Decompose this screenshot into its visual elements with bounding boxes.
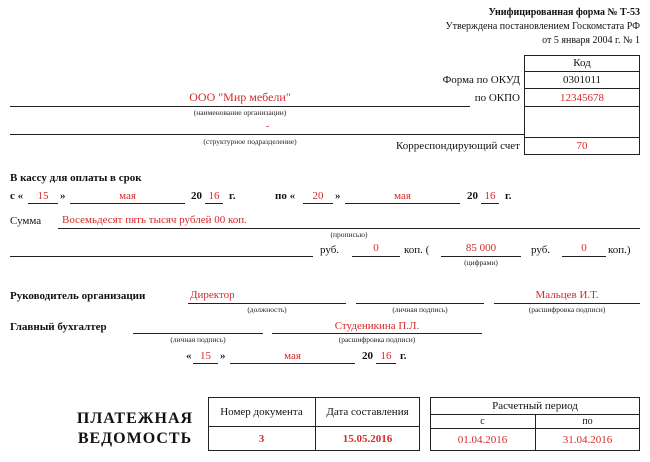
okpo-label: по ОКПО (474, 92, 520, 104)
okud-label: Форма по ОКУД (442, 74, 520, 86)
period-from: 01.04.2016 (457, 433, 508, 446)
sum-words: Восемьдесят пять тысяч рублей 00 коп. (62, 214, 247, 226)
kop2-value: 0 (581, 242, 587, 254)
date-year-prefix: 20 (362, 350, 373, 362)
from-prefix: с « (10, 190, 24, 202)
subdivision-caption: (структурное подразделение) (203, 137, 297, 146)
period-to-label: по (582, 415, 593, 427)
accountant-label: Главный бухгалтер (10, 321, 107, 333)
digits-value: 85 000 (465, 242, 497, 254)
to-year-prefix: 20 (467, 190, 478, 202)
period-to: 31.04.2016 (562, 433, 613, 446)
rub-value: 0 (373, 242, 379, 254)
date-year: 16 (380, 350, 392, 362)
to-year: 16 (484, 190, 496, 202)
date-close: » (220, 350, 226, 362)
rub2-label: руб. (531, 244, 551, 256)
organization-name: ООО "Мир мебели" (189, 90, 291, 104)
position-caption: (должность) (247, 305, 287, 314)
doc-number-label: Номер документа (220, 405, 303, 418)
date-day: 15 (200, 350, 211, 362)
doc-date: 15.05.2016 (342, 432, 393, 445)
head-position: Директор (190, 289, 235, 301)
digits-caption: (цифрами) (464, 258, 498, 267)
from-year: 16 (208, 190, 220, 202)
from-year-suffix: г. (229, 190, 236, 202)
from-close: » (60, 190, 66, 202)
to-day: 20 (312, 190, 324, 202)
accountant-sign-caption: (личная подпись) (170, 335, 226, 344)
date-prefix: « (186, 350, 192, 362)
head-name: Мальцев И.Т. (535, 289, 599, 301)
document-title-line1: ПЛАТЕЖНАЯ (76, 410, 194, 427)
organization-caption: (наименование организации) (193, 108, 287, 117)
kod-label: Код (573, 57, 591, 69)
payment-period-title: В кассу для оплаты в срок (10, 172, 142, 184)
document-title-line2: ВЕДОМОСТЬ (77, 430, 193, 447)
head-label: Руководитель организации (10, 290, 146, 302)
from-day: 15 (37, 190, 49, 202)
approved-date: от 5 января 2004 г. № 1 (542, 35, 640, 46)
kop-label: коп. ( (404, 244, 430, 256)
date-month: мая (284, 350, 301, 362)
to-year-suffix: г. (505, 190, 512, 202)
period-label: Расчетный период (492, 399, 578, 412)
sum-words-caption: (прописью) (330, 230, 368, 239)
signature-caption: (личная подпись) (392, 305, 448, 314)
rub-label: руб. (320, 244, 340, 256)
doc-date-label: Дата составления (326, 405, 409, 418)
account-label: Корреспондирующий счет (395, 140, 520, 152)
kop2-label: коп.) (608, 244, 631, 256)
form-title: Унифицированная форма № Т-53 (488, 7, 640, 18)
okud-value: 0301011 (562, 74, 602, 86)
date-year-suffix: г. (400, 350, 407, 362)
to-close: » (335, 190, 341, 202)
subdivision-value: - (265, 121, 270, 132)
account-value: 70 (576, 140, 588, 152)
decode-caption: (расшифровка подписи) (528, 305, 606, 314)
to-prefix: по « (275, 190, 296, 202)
sum-label: Сумма (10, 215, 42, 227)
accountant-decode-caption: (расшифровка подписи) (338, 335, 416, 344)
okpo-value: 12345678 (560, 92, 604, 104)
to-month: мая (394, 190, 411, 202)
from-month: мая (119, 190, 136, 202)
doc-number: 3 (258, 432, 265, 445)
accountant-name: Студеникина П.Л. (334, 320, 420, 332)
from-year-prefix: 20 (191, 190, 202, 202)
period-from-label: с (480, 415, 485, 427)
approved-text: Утверждена постановлением Госкомстата РФ (445, 21, 640, 32)
